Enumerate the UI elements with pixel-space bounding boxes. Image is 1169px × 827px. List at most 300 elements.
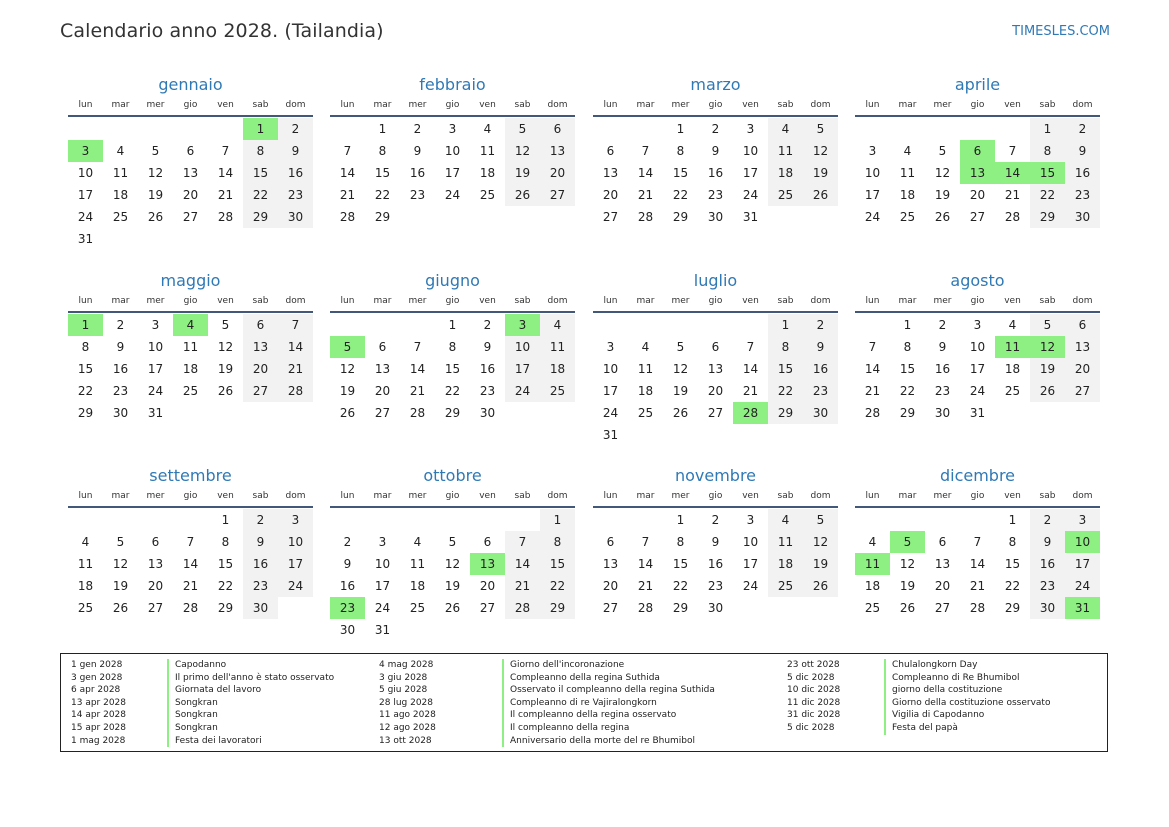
day-cell[interactable]: 10 <box>505 336 540 358</box>
day-cell[interactable]: 11 <box>637 362 654 376</box>
day-cell[interactable]: 4 <box>768 509 803 531</box>
day-cell[interactable]: 28 <box>733 402 768 424</box>
day-cell[interactable]: 8 <box>676 535 685 549</box>
day-cell[interactable]: 18 <box>540 358 575 380</box>
day-cell[interactable]: 28 <box>505 597 540 619</box>
day-cell[interactable]: 18 <box>899 188 916 202</box>
day-cell[interactable]: 20 <box>147 579 164 593</box>
day-cell[interactable]: 14 <box>969 557 986 571</box>
day-cell[interactable]: 19 <box>217 362 234 376</box>
day-cell[interactable]: 12 <box>934 166 951 180</box>
day-cell[interactable]: 27 <box>1065 380 1100 402</box>
day-cell[interactable]: 13 <box>707 362 724 376</box>
day-cell[interactable]: 9 <box>938 340 947 354</box>
day-cell[interactable]: 28 <box>637 210 654 224</box>
day-cell[interactable]: 30 <box>1065 206 1100 228</box>
day-cell[interactable]: 13 <box>602 557 619 571</box>
day-cell[interactable]: 1 <box>768 314 803 336</box>
day-cell[interactable]: 7 <box>746 340 755 354</box>
day-cell[interactable]: 17 <box>374 579 391 593</box>
day-cell[interactable]: 22 <box>1030 184 1065 206</box>
day-cell[interactable]: 29 <box>768 402 803 424</box>
day-cell[interactable]: 7 <box>641 144 650 158</box>
day-cell[interactable]: 4 <box>768 118 803 140</box>
day-cell[interactable]: 25 <box>540 380 575 402</box>
day-cell[interactable]: 6 <box>378 340 387 354</box>
day-cell[interactable]: 22 <box>1004 579 1021 593</box>
day-cell[interactable]: 27 <box>969 210 986 224</box>
day-cell[interactable]: 19 <box>1030 358 1065 380</box>
day-cell[interactable]: 28 <box>969 601 986 615</box>
day-cell[interactable]: 11 <box>182 340 199 354</box>
day-cell[interactable]: 29 <box>77 406 94 420</box>
day-cell[interactable]: 15 <box>899 362 916 376</box>
day-cell[interactable]: 28 <box>339 210 356 224</box>
day-cell[interactable]: 11 <box>768 531 803 553</box>
day-cell[interactable]: 23 <box>803 380 838 402</box>
day-cell[interactable]: 16 <box>803 358 838 380</box>
day-cell[interactable]: 30 <box>112 406 129 420</box>
day-cell[interactable]: 25 <box>1004 384 1021 398</box>
day-cell[interactable]: 5 <box>221 318 230 332</box>
day-cell[interactable]: 19 <box>803 553 838 575</box>
day-cell[interactable]: 26 <box>803 575 838 597</box>
day-cell[interactable]: 28 <box>409 406 426 420</box>
day-cell[interactable]: 26 <box>672 406 689 420</box>
site-link[interactable]: TIMESLES.COM <box>1012 24 1110 39</box>
day-cell[interactable]: 22 <box>217 579 234 593</box>
day-cell[interactable]: 15 <box>1030 162 1065 184</box>
day-cell[interactable]: 3 <box>1065 509 1100 531</box>
day-cell[interactable]: 14 <box>505 553 540 575</box>
day-cell[interactable]: 3 <box>746 513 755 527</box>
day-cell[interactable]: 1 <box>68 314 103 336</box>
day-cell[interactable]: 24 <box>864 210 881 224</box>
day-cell[interactable]: 23 <box>409 188 426 202</box>
day-cell[interactable]: 23 <box>112 384 129 398</box>
day-cell[interactable]: 7 <box>221 144 230 158</box>
day-cell[interactable]: 13 <box>374 362 391 376</box>
day-cell[interactable]: 22 <box>672 188 689 202</box>
day-cell[interactable]: 10 <box>864 166 881 180</box>
day-cell[interactable]: 3 <box>746 122 755 136</box>
day-cell[interactable]: 4 <box>1008 318 1017 332</box>
day-cell[interactable]: 6 <box>186 144 195 158</box>
day-cell[interactable]: 8 <box>903 340 912 354</box>
day-cell[interactable]: 9 <box>711 535 720 549</box>
day-cell[interactable]: 6 <box>1065 314 1100 336</box>
day-cell[interactable]: 17 <box>742 166 759 180</box>
day-cell[interactable]: 17 <box>864 188 881 202</box>
day-cell[interactable]: 10 <box>374 557 391 571</box>
day-cell[interactable]: 8 <box>1008 535 1017 549</box>
day-cell[interactable]: 25 <box>864 601 881 615</box>
day-cell[interactable]: 25 <box>409 601 426 615</box>
day-cell[interactable]: 9 <box>343 557 352 571</box>
day-cell[interactable]: 11 <box>540 336 575 358</box>
day-cell[interactable]: 26 <box>1030 380 1065 402</box>
day-cell[interactable]: 25 <box>768 575 803 597</box>
day-cell[interactable]: 11 <box>995 336 1030 358</box>
day-cell[interactable]: 25 <box>899 210 916 224</box>
day-cell[interactable]: 12 <box>147 166 164 180</box>
day-cell[interactable]: 22 <box>899 384 916 398</box>
day-cell[interactable]: 26 <box>803 184 838 206</box>
day-cell[interactable]: 5 <box>890 531 925 553</box>
day-cell[interactable]: 5 <box>676 340 685 354</box>
day-cell[interactable]: 12 <box>803 140 838 162</box>
day-cell[interactable]: 12 <box>672 362 689 376</box>
day-cell[interactable]: 30 <box>1030 597 1065 619</box>
day-cell[interactable]: 25 <box>182 384 199 398</box>
day-cell[interactable]: 13 <box>470 553 505 575</box>
day-cell[interactable]: 26 <box>899 601 916 615</box>
day-cell[interactable]: 18 <box>479 166 496 180</box>
day-cell[interactable]: 1 <box>243 118 278 140</box>
day-cell[interactable]: 14 <box>995 162 1030 184</box>
day-cell[interactable]: 11 <box>112 166 129 180</box>
day-cell[interactable]: 24 <box>1065 575 1100 597</box>
day-cell[interactable]: 12 <box>339 362 356 376</box>
day-cell[interactable]: 18 <box>768 162 803 184</box>
day-cell[interactable]: 14 <box>864 362 881 376</box>
day-cell[interactable]: 16 <box>1030 553 1065 575</box>
day-cell[interactable]: 4 <box>903 144 912 158</box>
day-cell[interactable]: 13 <box>934 557 951 571</box>
day-cell[interactable]: 27 <box>182 210 199 224</box>
day-cell[interactable]: 29 <box>217 601 234 615</box>
day-cell[interactable]: 2 <box>483 318 492 332</box>
day-cell[interactable]: 10 <box>444 144 461 158</box>
day-cell[interactable]: 27 <box>602 210 619 224</box>
day-cell[interactable]: 22 <box>768 380 803 402</box>
day-cell[interactable]: 31 <box>77 232 94 246</box>
day-cell[interactable]: 28 <box>864 406 881 420</box>
day-cell[interactable]: 14 <box>742 362 759 376</box>
day-cell[interactable]: 15 <box>1004 557 1021 571</box>
day-cell[interactable]: 31 <box>374 623 391 637</box>
day-cell[interactable]: 2 <box>711 122 720 136</box>
day-cell[interactable]: 20 <box>602 579 619 593</box>
day-cell[interactable]: 26 <box>934 210 951 224</box>
day-cell[interactable]: 27 <box>540 184 575 206</box>
day-cell[interactable]: 11 <box>479 144 496 158</box>
day-cell[interactable]: 9 <box>711 144 720 158</box>
day-cell[interactable]: 22 <box>374 188 391 202</box>
day-cell[interactable]: 12 <box>112 557 129 571</box>
day-cell[interactable]: 22 <box>444 384 461 398</box>
day-cell[interactable]: 3 <box>68 140 103 162</box>
day-cell[interactable]: 24 <box>444 188 461 202</box>
day-cell[interactable]: 20 <box>934 579 951 593</box>
day-cell[interactable]: 20 <box>182 188 199 202</box>
day-cell[interactable]: 20 <box>969 188 986 202</box>
day-cell[interactable]: 21 <box>409 384 426 398</box>
day-cell[interactable]: 28 <box>217 210 234 224</box>
day-cell[interactable]: 24 <box>77 210 94 224</box>
day-cell[interactable]: 3 <box>868 144 877 158</box>
day-cell[interactable]: 3 <box>151 318 160 332</box>
day-cell[interactable]: 2 <box>1065 118 1100 140</box>
day-cell[interactable]: 28 <box>182 601 199 615</box>
day-cell[interactable]: 3 <box>606 340 615 354</box>
day-cell[interactable]: 20 <box>707 384 724 398</box>
day-cell[interactable]: 29 <box>444 406 461 420</box>
day-cell[interactable]: 30 <box>934 406 951 420</box>
day-cell[interactable]: 29 <box>243 206 278 228</box>
day-cell[interactable]: 6 <box>960 140 995 162</box>
day-cell[interactable]: 21 <box>864 384 881 398</box>
day-cell[interactable]: 5 <box>330 336 365 358</box>
day-cell[interactable]: 8 <box>81 340 90 354</box>
day-cell[interactable]: 21 <box>278 358 313 380</box>
day-cell[interactable]: 7 <box>868 340 877 354</box>
day-cell[interactable]: 1 <box>221 513 230 527</box>
day-cell[interactable]: 16 <box>707 557 724 571</box>
day-cell[interactable]: 18 <box>1004 362 1021 376</box>
day-cell[interactable]: 17 <box>444 166 461 180</box>
day-cell[interactable]: 15 <box>217 557 234 571</box>
day-cell[interactable]: 31 <box>1065 597 1100 619</box>
day-cell[interactable]: 9 <box>278 140 313 162</box>
day-cell[interactable]: 1 <box>378 122 387 136</box>
day-cell[interactable]: 30 <box>479 406 496 420</box>
day-cell[interactable]: 23 <box>707 188 724 202</box>
day-cell[interactable]: 12 <box>899 557 916 571</box>
day-cell[interactable]: 23 <box>479 384 496 398</box>
day-cell[interactable]: 15 <box>243 162 278 184</box>
day-cell[interactable]: 19 <box>934 188 951 202</box>
day-cell[interactable]: 8 <box>768 336 803 358</box>
day-cell[interactable]: 2 <box>343 535 352 549</box>
day-cell[interactable]: 14 <box>409 362 426 376</box>
day-cell[interactable]: 6 <box>483 535 492 549</box>
day-cell[interactable]: 2 <box>116 318 125 332</box>
day-cell[interactable]: 20 <box>479 579 496 593</box>
day-cell[interactable]: 29 <box>672 601 689 615</box>
day-cell[interactable]: 16 <box>409 166 426 180</box>
day-cell[interactable]: 18 <box>182 362 199 376</box>
day-cell[interactable]: 24 <box>602 406 619 420</box>
day-cell[interactable]: 20 <box>540 162 575 184</box>
day-cell[interactable]: 4 <box>81 535 90 549</box>
day-cell[interactable]: 13 <box>147 557 164 571</box>
day-cell[interactable]: 4 <box>868 535 877 549</box>
day-cell[interactable]: 13 <box>960 162 995 184</box>
day-cell[interactable]: 19 <box>505 162 540 184</box>
day-cell[interactable]: 14 <box>637 557 654 571</box>
day-cell[interactable]: 11 <box>77 557 94 571</box>
day-cell[interactable]: 4 <box>540 314 575 336</box>
day-cell[interactable]: 21 <box>742 384 759 398</box>
day-cell[interactable]: 11 <box>409 557 426 571</box>
day-cell[interactable]: 30 <box>707 210 724 224</box>
day-cell[interactable]: 10 <box>969 340 986 354</box>
day-cell[interactable]: 7 <box>505 531 540 553</box>
day-cell[interactable]: 16 <box>339 579 356 593</box>
day-cell[interactable]: 30 <box>243 597 278 619</box>
day-cell[interactable]: 3 <box>378 535 387 549</box>
day-cell[interactable]: 17 <box>278 553 313 575</box>
day-cell[interactable]: 22 <box>243 184 278 206</box>
day-cell[interactable]: 29 <box>899 406 916 420</box>
day-cell[interactable]: 1 <box>448 318 457 332</box>
day-cell[interactable]: 14 <box>182 557 199 571</box>
day-cell[interactable]: 6 <box>711 340 720 354</box>
day-cell[interactable]: 25 <box>479 188 496 202</box>
day-cell[interactable]: 6 <box>938 535 947 549</box>
day-cell[interactable]: 9 <box>1065 140 1100 162</box>
day-cell[interactable]: 21 <box>1004 188 1021 202</box>
day-cell[interactable]: 2 <box>413 122 422 136</box>
day-cell[interactable]: 18 <box>409 579 426 593</box>
day-cell[interactable]: 9 <box>243 531 278 553</box>
day-cell[interactable]: 24 <box>374 601 391 615</box>
day-cell[interactable]: 29 <box>1030 206 1065 228</box>
day-cell[interactable]: 11 <box>899 166 916 180</box>
day-cell[interactable]: 10 <box>77 166 94 180</box>
day-cell[interactable]: 10 <box>742 535 759 549</box>
day-cell[interactable]: 25 <box>637 406 654 420</box>
day-cell[interactable]: 17 <box>969 362 986 376</box>
day-cell[interactable]: 26 <box>217 384 234 398</box>
day-cell[interactable]: 18 <box>637 384 654 398</box>
day-cell[interactable]: 11 <box>855 553 890 575</box>
day-cell[interactable]: 5 <box>116 535 125 549</box>
day-cell[interactable]: 9 <box>413 144 422 158</box>
day-cell[interactable]: 13 <box>602 166 619 180</box>
day-cell[interactable]: 20 <box>1065 358 1100 380</box>
day-cell[interactable]: 21 <box>637 579 654 593</box>
day-cell[interactable]: 24 <box>147 384 164 398</box>
day-cell[interactable]: 27 <box>602 601 619 615</box>
day-cell[interactable]: 14 <box>339 166 356 180</box>
day-cell[interactable]: 28 <box>637 601 654 615</box>
day-cell[interactable]: 29 <box>540 597 575 619</box>
day-cell[interactable]: 9 <box>116 340 125 354</box>
day-cell[interactable]: 15 <box>444 362 461 376</box>
day-cell[interactable]: 7 <box>343 144 352 158</box>
day-cell[interactable]: 8 <box>1030 140 1065 162</box>
day-cell[interactable]: 10 <box>278 531 313 553</box>
day-cell[interactable]: 1 <box>676 122 685 136</box>
day-cell[interactable]: 17 <box>147 362 164 376</box>
day-cell[interactable]: 19 <box>147 188 164 202</box>
day-cell[interactable]: 18 <box>768 553 803 575</box>
day-cell[interactable]: 16 <box>479 362 496 376</box>
day-cell[interactable]: 24 <box>742 188 759 202</box>
day-cell[interactable]: 19 <box>339 384 356 398</box>
day-cell[interactable]: 24 <box>742 579 759 593</box>
day-cell[interactable]: 6 <box>606 535 615 549</box>
day-cell[interactable]: 28 <box>278 380 313 402</box>
day-cell[interactable]: 27 <box>479 601 496 615</box>
day-cell[interactable]: 13 <box>1065 336 1100 358</box>
day-cell[interactable]: 8 <box>676 144 685 158</box>
day-cell[interactable]: 10 <box>742 144 759 158</box>
day-cell[interactable]: 12 <box>505 140 540 162</box>
day-cell[interactable]: 4 <box>116 144 125 158</box>
day-cell[interactable]: 26 <box>112 601 129 615</box>
day-cell[interactable]: 28 <box>1004 210 1021 224</box>
day-cell[interactable]: 20 <box>602 188 619 202</box>
day-cell[interactable]: 12 <box>1030 336 1065 358</box>
day-cell[interactable]: 3 <box>448 122 457 136</box>
day-cell[interactable]: 6 <box>151 535 160 549</box>
day-cell[interactable]: 8 <box>540 531 575 553</box>
day-cell[interactable]: 1 <box>1030 118 1065 140</box>
day-cell[interactable]: 14 <box>217 166 234 180</box>
day-cell[interactable]: 5 <box>151 144 160 158</box>
day-cell[interactable]: 16 <box>278 162 313 184</box>
day-cell[interactable]: 19 <box>444 579 461 593</box>
day-cell[interactable]: 15 <box>374 166 391 180</box>
day-cell[interactable]: 23 <box>934 384 951 398</box>
day-cell[interactable]: 17 <box>505 358 540 380</box>
day-cell[interactable]: 2 <box>938 318 947 332</box>
day-cell[interactable]: 20 <box>374 384 391 398</box>
day-cell[interactable]: 16 <box>1065 162 1100 184</box>
day-cell[interactable]: 31 <box>969 406 986 420</box>
day-cell[interactable]: 19 <box>672 384 689 398</box>
day-cell[interactable]: 2 <box>278 118 313 140</box>
day-cell[interactable]: 26 <box>339 406 356 420</box>
day-cell[interactable]: 29 <box>672 210 689 224</box>
day-cell[interactable]: 27 <box>374 406 391 420</box>
day-cell[interactable]: 15 <box>77 362 94 376</box>
day-cell[interactable]: 3 <box>278 509 313 531</box>
day-cell[interactable]: 4 <box>173 314 208 336</box>
day-cell[interactable]: 19 <box>112 579 129 593</box>
day-cell[interactable]: 23 <box>243 575 278 597</box>
day-cell[interactable]: 5 <box>448 535 457 549</box>
day-cell[interactable]: 11 <box>768 140 803 162</box>
day-cell[interactable]: 21 <box>637 188 654 202</box>
day-cell[interactable]: 15 <box>672 166 689 180</box>
day-cell[interactable]: 4 <box>483 122 492 136</box>
day-cell[interactable]: 9 <box>803 336 838 358</box>
day-cell[interactable]: 17 <box>1065 553 1100 575</box>
day-cell[interactable]: 3 <box>505 314 540 336</box>
day-cell[interactable]: 22 <box>77 384 94 398</box>
day-cell[interactable]: 23 <box>707 579 724 593</box>
day-cell[interactable]: 16 <box>243 553 278 575</box>
day-cell[interactable]: 15 <box>540 553 575 575</box>
day-cell[interactable]: 19 <box>803 162 838 184</box>
day-cell[interactable]: 9 <box>483 340 492 354</box>
day-cell[interactable]: 20 <box>243 358 278 380</box>
day-cell[interactable]: 23 <box>1030 575 1065 597</box>
day-cell[interactable]: 7 <box>973 535 982 549</box>
day-cell[interactable]: 8 <box>378 144 387 158</box>
day-cell[interactable]: 27 <box>243 380 278 402</box>
day-cell[interactable]: 26 <box>444 601 461 615</box>
day-cell[interactable]: 16 <box>112 362 129 376</box>
day-cell[interactable]: 7 <box>641 535 650 549</box>
day-cell[interactable]: 6 <box>606 144 615 158</box>
day-cell[interactable]: 2 <box>803 314 838 336</box>
day-cell[interactable]: 7 <box>186 535 195 549</box>
day-cell[interactable]: 17 <box>742 557 759 571</box>
day-cell[interactable]: 5 <box>1030 314 1065 336</box>
day-cell[interactable]: 6 <box>243 314 278 336</box>
day-cell[interactable]: 25 <box>768 184 803 206</box>
day-cell[interactable]: 5 <box>803 509 838 531</box>
day-cell[interactable]: 23 <box>278 184 313 206</box>
day-cell[interactable]: 19 <box>899 579 916 593</box>
day-cell[interactable]: 4 <box>641 340 650 354</box>
day-cell[interactable]: 1 <box>1008 513 1017 527</box>
